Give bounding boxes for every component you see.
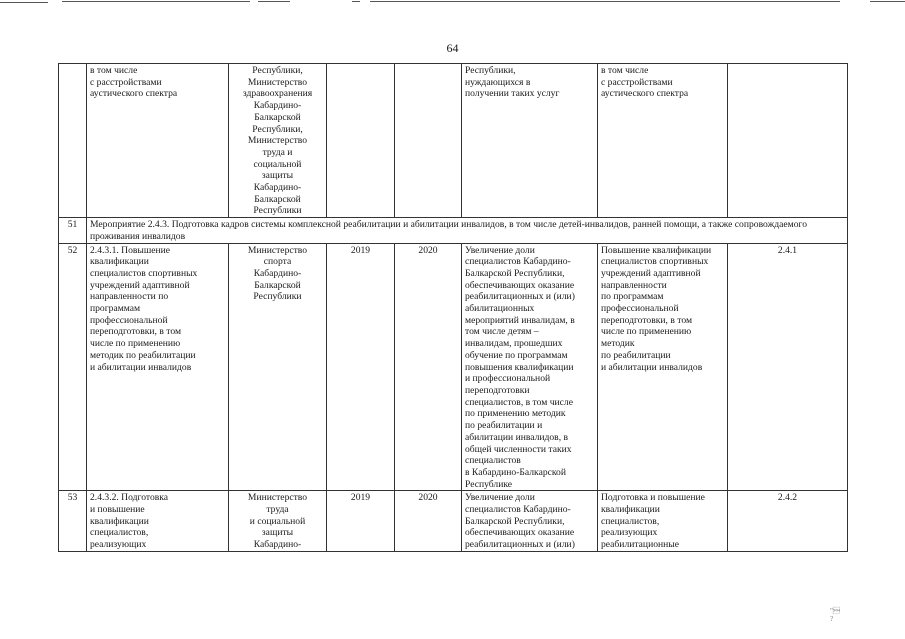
event-cell: 2.4.3.2. Подготовка и повышение квалификации специалистов, реализующих [87,491,229,552]
end-year-cell: 2020 [395,243,462,491]
direction-cell: в том числе с расстройствами аустического спектра [598,64,728,218]
end-year-cell [395,64,462,218]
result-cell: Увеличение доли специалистов Кабардино- Балкарской Республики, обеспечивающих оказание реабилитационных и (или) абилитационных мероприятий инвалидам, в том числе детям – инвалидам, прошедших обучение по программам повышения квалификации и профессиональной переподготовки специалистов, в том числе по применению методик по реабилитации и абилитации инвалидов, в общей численности таких специалистов в Кабардино-Балкарской Республике [462,243,598,491]
start-year-cell [327,64,395,218]
direction-cell: Повышение квалификации специалистов спортивных учреждений адаптивной направленности по программам профессиональной переподготовки, в том числе по применению методик по реабилитации и абилитации инвалидов [598,243,728,491]
row-number [59,64,87,218]
result-cell: Республики, нуждающихся в получении таких услуг [462,64,598,218]
link-cell: 2.4.2 [728,491,848,552]
start-year-cell: 2019 [327,243,395,491]
event-cell: 2.4.3.1. Повышение квалификации специалистов спортивных учреждений адаптивной направленности по программам профессиональной переподготовки, в том числе по применению методик по реабилитации и абилитации инвалидов [87,243,229,491]
page-number: 64 [446,41,459,55]
executor-cell: Министерство труда и социальной защиты Кабардино- [229,491,327,552]
scan-mark: " [830,607,840,615]
result-cell: Увеличение доли специалистов Кабардино- Балкарской Республики, обеспечивающих оказание реабилитационных и (или) [462,491,598,552]
end-year-cell: 2020 [395,491,462,552]
scan-edge-lines [0,0,905,6]
program-table [58,63,848,552]
scan-marks [830,607,905,623]
table-row [59,491,848,552]
event-cell: в том числе с расстройствами аустического спектра [87,64,229,218]
start-year-cell: 2019 [327,491,395,552]
table-row-merged [59,218,848,243]
link-cell: 2.4.1 [728,243,848,491]
row-number: 53 [59,491,87,552]
row-number: 51 [59,218,87,243]
table-row [59,243,848,491]
scan-mark: ? [830,615,834,623]
direction-cell: Подготовка и повышение квалификации специалистов, реализующих реабилитационные [598,491,728,552]
row-number: 52 [59,243,87,491]
link-cell [728,64,848,218]
table-row [59,64,848,218]
executor-cell: Министерство спорта Кабардино- Балкарской Республики [229,243,327,491]
executor-cell: Республики, Министерство здравоохранения Кабардино- Балкарской Республики, Министерство труда и социальной защиты Кабардино- Балкарской Республики [229,64,327,218]
activity-heading-cell: Мероприятие 2.4.3. Подготовка кадров системы комплексной реабилитации и абилитации инвалидов, в том числе детей-инвалидов, ранней помощи, а также сопровождаемого проживания инвалидов [87,218,848,243]
